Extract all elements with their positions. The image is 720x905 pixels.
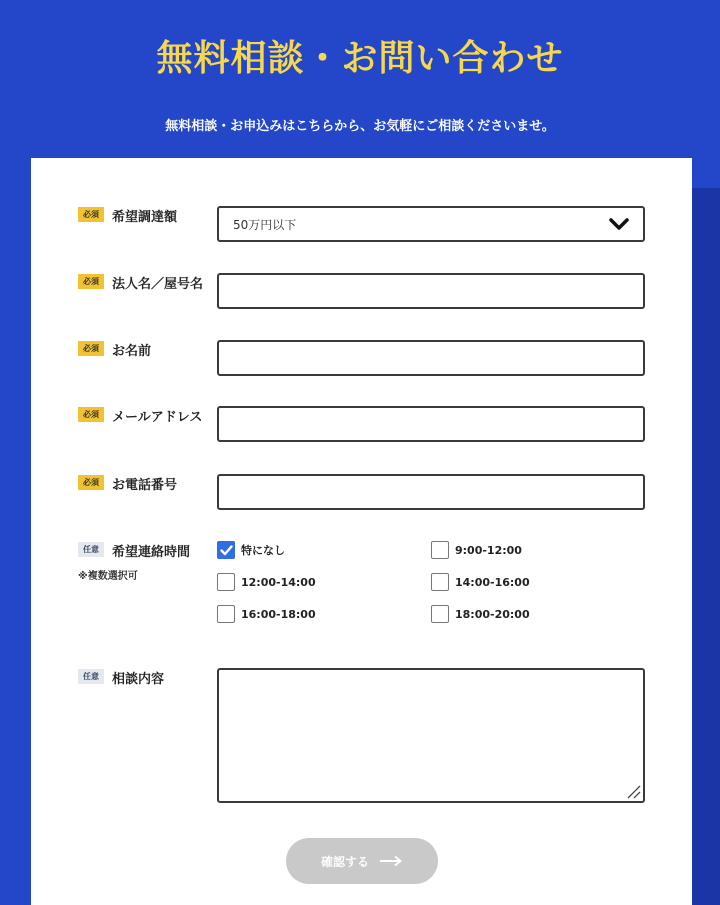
background-accent-band [690, 188, 720, 905]
company-label: 法人名／屋号名 [112, 277, 204, 292]
company-input[interactable] [217, 273, 645, 309]
checkbox-checked[interactable] [217, 541, 235, 559]
contact-time-option[interactable] [431, 573, 530, 591]
checkbox[interactable] [217, 573, 235, 591]
resize-grip-icon[interactable] [625, 783, 641, 799]
contact-time-label-group [78, 541, 190, 560]
amount-label-group [78, 206, 177, 225]
contact-form-card [31, 158, 692, 905]
required-badge: 必須 [78, 207, 104, 222]
required-badge: 必須 [78, 407, 104, 422]
contact-time-label: 希望連絡時間 [112, 545, 191, 560]
checkbox[interactable] [431, 573, 449, 591]
name-label-group [78, 340, 151, 359]
amount-label: 希望調達額 [112, 210, 178, 225]
contact-time-option[interactable] [217, 573, 316, 591]
content-textarea[interactable] [217, 668, 645, 803]
content-label: 相談内容 [112, 672, 165, 687]
contact-time-option-label: 特になし [241, 544, 285, 557]
contact-time-option-label: 18:00-20:00 [455, 607, 530, 621]
checkbox[interactable] [217, 605, 235, 623]
phone-input[interactable] [217, 474, 645, 510]
contact-time-option-label: 16:00-18:00 [241, 607, 316, 621]
required-badge: 必須 [78, 341, 104, 356]
amount-select-value: 50万円以下 [233, 217, 297, 232]
checkmark-icon [220, 545, 233, 556]
content-label-group [78, 668, 164, 687]
contact-time-option[interactable] [217, 541, 285, 559]
name-label: お名前 [112, 344, 152, 359]
contact-time-option-label: 14:00-16:00 [455, 575, 530, 589]
email-label-group [78, 406, 202, 425]
page-subtitle: 無料相談・お申込みはこちらから、お気軽にご相談くださいませ。 [165, 119, 555, 134]
email-input[interactable] [217, 406, 645, 442]
checkbox[interactable] [431, 541, 449, 559]
contact-time-note: ※複数選択可 [78, 571, 138, 582]
phone-label-group [78, 474, 177, 493]
contact-time-option[interactable] [431, 605, 530, 623]
arrow-right-icon [379, 855, 403, 867]
confirm-button-label: 確認する [320, 854, 369, 869]
confirm-button[interactable] [286, 838, 438, 884]
optional-badge: 任意 [78, 669, 104, 684]
phone-label: お電話番号 [112, 478, 178, 493]
contact-time-option-label: 9:00-12:00 [455, 543, 522, 557]
name-input[interactable] [217, 340, 645, 376]
contact-time-option-label: 12:00-14:00 [241, 575, 316, 589]
amount-select[interactable] [217, 206, 645, 242]
optional-badge: 任意 [78, 542, 104, 557]
chevron-down-icon [609, 217, 629, 231]
required-badge: 必須 [78, 274, 104, 289]
page-title: 無料相談・お問い合わせ [156, 38, 564, 79]
required-badge: 必須 [78, 475, 104, 490]
contact-time-option[interactable] [217, 605, 316, 623]
company-label-group [78, 273, 203, 292]
email-label: メールアドレス [112, 410, 203, 425]
checkbox[interactable] [431, 605, 449, 623]
contact-time-option[interactable] [431, 541, 522, 559]
